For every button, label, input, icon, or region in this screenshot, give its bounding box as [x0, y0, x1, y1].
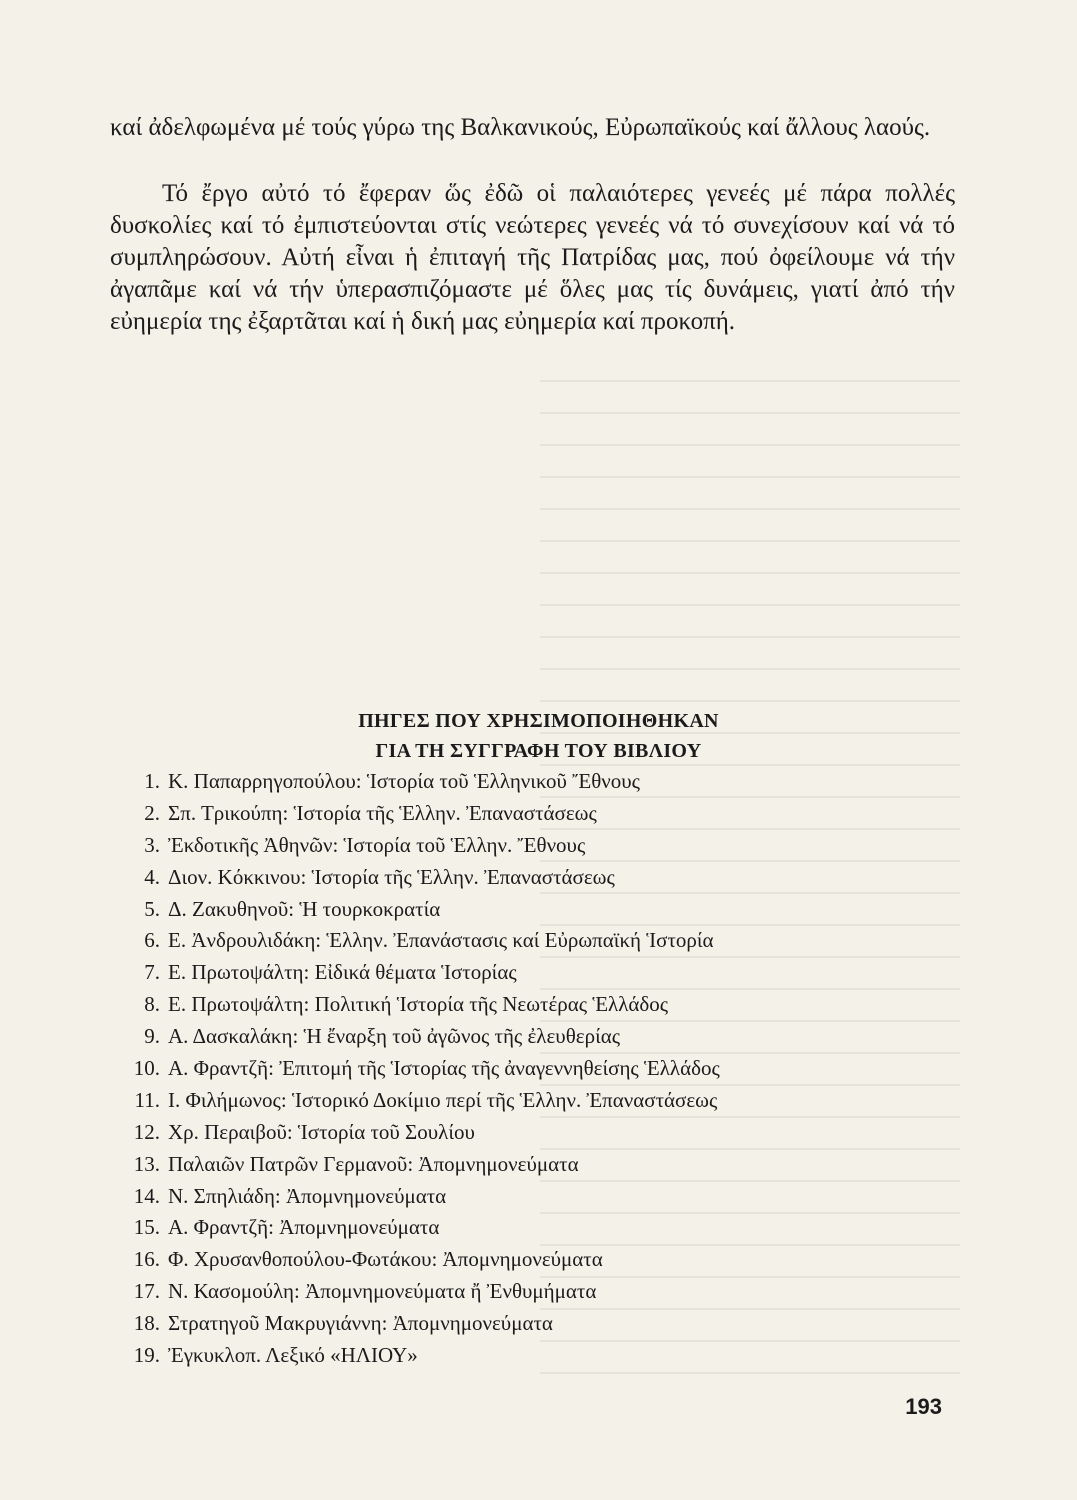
list-item	[130, 1149, 990, 1181]
item-number: 8.	[144, 992, 160, 1017]
list-item	[130, 798, 990, 830]
list-item	[130, 1181, 990, 1213]
page-number: 193	[905, 1394, 942, 1419]
list-item	[130, 830, 990, 862]
item-number: 15.	[133, 1215, 160, 1240]
item-number: 11.	[134, 1087, 160, 1112]
list-item	[130, 1212, 990, 1244]
item-number: 7.	[144, 960, 160, 985]
item-text: Χρ. Περαιβοῦ: Ἱστορία τοῦ Σουλίου	[168, 1119, 475, 1144]
item-text: Ν. Σπηλιάδη: Ἀπομνημονεύματα	[168, 1183, 447, 1208]
item-text: Παλαιῶν Πατρῶν Γερμανοῦ: Ἀπομνημονεύματα	[168, 1151, 579, 1176]
item-number: 16.	[133, 1247, 160, 1272]
list-item	[130, 1308, 990, 1340]
list-item	[130, 1340, 990, 1372]
list-item	[130, 1021, 990, 1053]
item-text: Σπ. Τρικούπη: Ἱστορία τῆς Ἑλλην. Ἐπαναστάσεως	[168, 800, 597, 825]
item-text: Δ. Ζακυθηνοῦ: Ἡ τουρκοκρατία	[168, 896, 441, 921]
item-number: 10.	[133, 1056, 160, 1081]
list-item	[130, 862, 990, 894]
item-number: 14.	[133, 1183, 160, 1208]
item-text: Κ. Παπαρρηγοπούλου: Ἱστορία τοῦ Ἑλληνικοῦ Ἔθνους	[168, 769, 640, 793]
paragraph-continuation	[110, 112, 955, 144]
item-number: 1.	[144, 769, 160, 793]
item-text: Ε. Πρωτοψάλτη: Πολιτική Ἱστορία τῆς Νεωτέρας Ἑλλάδος	[168, 992, 669, 1017]
item-text: Α. Δασκαλάκη: Ἡ ἔναρξη τοῦ ἀγῶνος τῆς ἐλευθερίας	[168, 1024, 621, 1049]
list-item	[130, 989, 990, 1021]
sources-heading-line1: ΠΗΓΕΣ ΠΟΥ ΧΡΗΣΙΜΟΠΟΙΗΘΗΚΑΝ	[358, 710, 719, 732]
item-text: Α. Φραντζῆ: Ἀπομνημονεύματα	[168, 1215, 440, 1240]
item-text: Ι. Φιλήμωνος: Ἱστορικό Δοκίμιο περί τῆς Ἑλλην. Ἐπαναστάσεως	[168, 1087, 718, 1112]
item-number: 17.	[133, 1279, 160, 1304]
list-item	[130, 1244, 990, 1276]
item-number: 6.	[144, 928, 160, 953]
list-item	[130, 1085, 990, 1117]
item-number: 19.	[133, 1343, 160, 1368]
item-number: 5.	[144, 896, 160, 921]
item-text: Ἐγκυκλοπ. Λεξικό «ΗΛΙΟΥ»	[168, 1343, 418, 1368]
item-text: Ν. Κασομούλη: Ἀπομνημονεύματα ἤ Ἐνθυμήματα	[168, 1279, 597, 1304]
item-text: Ε. Ἀνδρουλιδάκη: Ἑλλην. Ἐπανάστασις καί Εὐρωπαϊκή Ἱστορία	[168, 928, 714, 953]
paragraph-body	[110, 178, 955, 338]
item-number: 9.	[144, 1024, 160, 1049]
item-text: Διον. Κόκκινου: Ἱστορία τῆς Ἑλλην. Ἐπαναστάσεως	[168, 864, 615, 889]
item-text: Στρατηγοῦ Μακρυγιάννη: Ἀπομνημονεύματα	[168, 1311, 553, 1336]
item-text: Φ. Χρυσανθοπούλου-Φωτάκου: Ἀπομνημονεύματα	[168, 1247, 603, 1272]
item-number: 13.	[133, 1151, 160, 1176]
paragraph-text: Τό ἔργο αὐτό τό ἔφεραν ὥς ἐδῶ οἱ παλαιότερες γενεές μέ πάρα πολλές δυσκολίες καί τό ἐμπιστεύονται στίς νεώτερες γενεές νά τό συνεχίσουν καί νά τό συμπληρώσουν. Αὐτή εἶναι ἡ ἐπιταγή τῆς Πατρίδας μας, πού ὀφείλουμε νά τήν ἀγαπᾶμε καί νά τήν ὑπερασπιζόμαστε μέ ὅλες μας τίς δυνάμεις, γιατί ἀπό τήν εὐημερία της ἐξαρτᾶται καί ἡ δική μας εὐημερία καί προκοπή.	[110, 180, 955, 335]
list-item	[130, 766, 990, 798]
list-item	[130, 1117, 990, 1149]
list-item	[130, 1053, 990, 1085]
paragraph-text: καί ἀδελφωμένα μέ τούς γύρω της Βαλκανικούς, Εὐρωπαϊκούς καί ἄλλους λαούς.	[110, 114, 931, 141]
list-item	[130, 925, 990, 957]
item-number: 18.	[133, 1311, 160, 1336]
item-text: Ε. Πρωτοψάλτη: Εἰδικά θέματα Ἱστορίας	[168, 960, 517, 985]
item-text: Ἐκδοτικῆς Ἀθηνῶν: Ἱστορία τοῦ Ἑλλην. Ἔθνους	[168, 832, 586, 857]
sources-heading-line2: ΓΙΑ ΤΗ ΣΥΓΓΡΑΦΗ ΤΟΥ ΒΙΒΛΙΟΥ	[375, 740, 702, 762]
item-text: Α. Φραντζῆ: Ἐπιτομή τῆς Ἱστορίας τῆς ἀναγεννηθείσης Ἑλλάδος	[168, 1056, 720, 1081]
item-number: 2.	[144, 800, 160, 825]
item-number: 12.	[133, 1119, 160, 1144]
item-number: 3.	[144, 832, 160, 857]
list-item	[130, 1276, 990, 1308]
item-number: 4.	[144, 864, 160, 889]
sources-list	[130, 766, 990, 1372]
list-item	[130, 894, 990, 926]
list-item	[130, 957, 990, 989]
